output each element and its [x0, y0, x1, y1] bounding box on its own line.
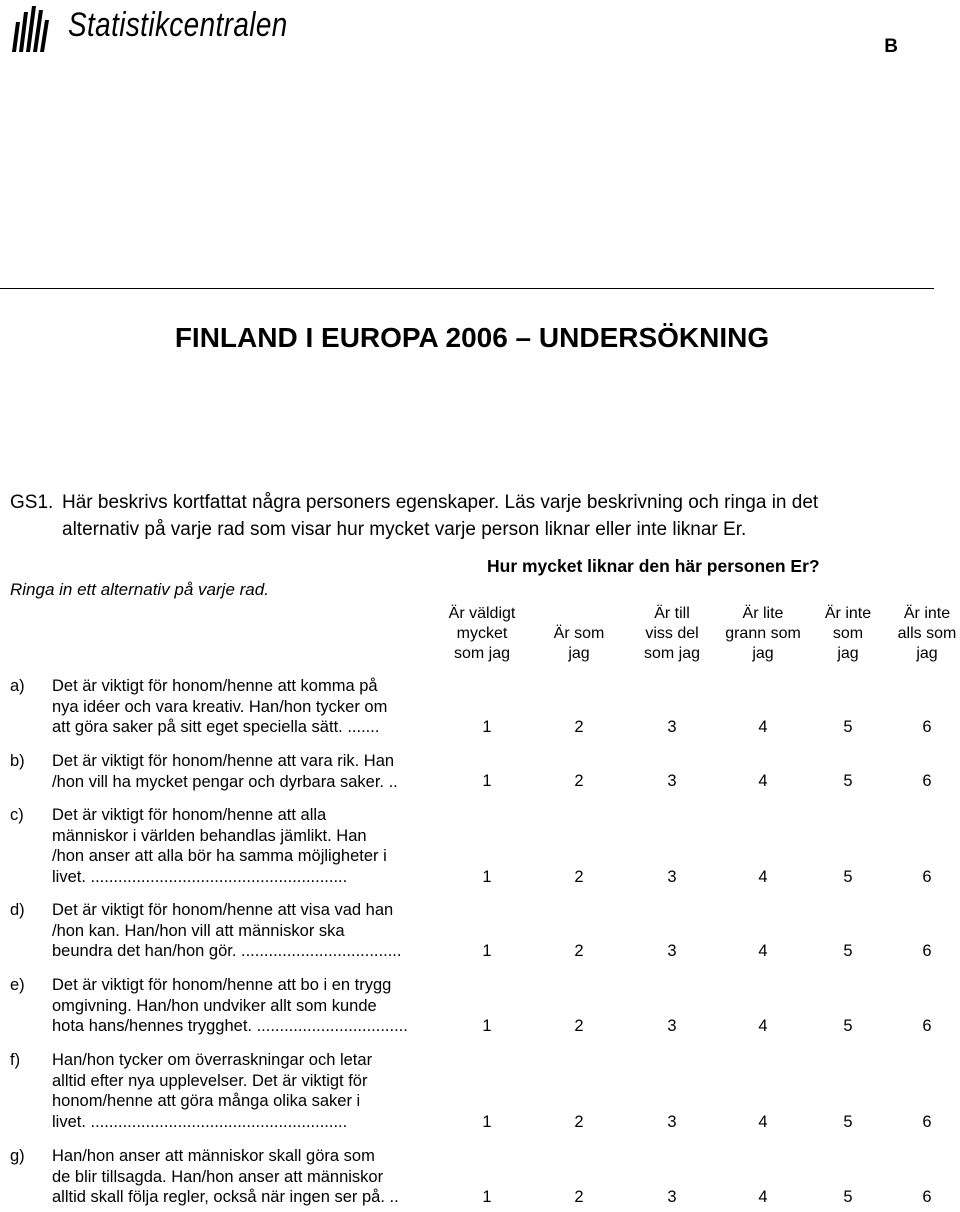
column-header-line: grann som [725, 625, 801, 642]
item-statement-line: att göra saker på sitt eget speciella sätt. ....... [52, 718, 380, 736]
answer-option-6[interactable]: 6 [922, 772, 932, 790]
answer-option-4[interactable]: 4 [758, 772, 768, 790]
column-header-line: Är lite [742, 605, 784, 622]
item-statement [52, 1146, 452, 1208]
item-statement [52, 900, 452, 962]
column-header-3 [622, 604, 722, 664]
column-header-line: jag [837, 645, 859, 662]
column-header-line: Är som [553, 625, 605, 642]
column-header-line: alls som [897, 625, 957, 642]
answer-option-5[interactable]: 5 [843, 1188, 853, 1206]
item-letter: c) [10, 806, 24, 824]
item-statement-line: människor i världen behandlas jämlikt. Han [52, 826, 367, 845]
column-header-line: jag [752, 645, 774, 662]
item-statement-line: /hon anser att alla bör ha samma möjligheter i [52, 847, 387, 865]
survey-title: FINLAND I EUROPA 2006 – UNDERSÖKNING [174, 322, 770, 353]
item-statement-line: livet. ........................................................ [52, 867, 348, 886]
item-statement-line: /hon vill ha mycket pengar och dyrbara saker. .. [52, 772, 398, 791]
answer-option-1[interactable]: 1 [482, 1188, 492, 1206]
answer-option-2[interactable]: 2 [574, 942, 584, 960]
answer-option-6[interactable]: 6 [922, 942, 932, 960]
answer-option-4[interactable]: 4 [758, 868, 768, 886]
answer-option-2[interactable]: 2 [574, 772, 584, 790]
answer-option-4[interactable]: 4 [758, 1188, 768, 1206]
scale-heading: Hur mycket liknar den här personen Er? [487, 556, 820, 576]
answer-option-1[interactable]: 1 [482, 1017, 492, 1035]
answer-option-4[interactable]: 4 [758, 1113, 768, 1131]
column-header-line: som jag [453, 645, 511, 662]
item-statement-line: Det är viktigt för honom/henne att komma på [52, 677, 378, 695]
item-letter: d) [10, 901, 25, 919]
answer-option-4[interactable]: 4 [758, 718, 768, 736]
item-statement-line: honom/henne att göra många olika saker i [52, 1092, 361, 1110]
horizontal-divider [0, 288, 934, 289]
item-statement-line: /hon kan. Han/hon vill att människor ska [52, 921, 345, 940]
answer-instruction: Ringa in ett alternativ på varje rad. [10, 580, 269, 599]
answer-option-3[interactable]: 3 [667, 942, 677, 960]
item-statement-line: Det är viktigt för honom/henne att alla [52, 806, 327, 824]
answer-option-6[interactable]: 6 [922, 1017, 932, 1035]
item-letter: e) [10, 976, 25, 994]
form-version-letter: B [884, 36, 898, 57]
answer-option-6[interactable]: 6 [922, 718, 932, 736]
answer-option-5[interactable]: 5 [843, 718, 853, 736]
answer-option-2[interactable]: 2 [574, 1113, 584, 1131]
item-statement [52, 805, 452, 887]
item-letter: f) [10, 1051, 21, 1069]
logo-wordmark: Statistikcentralen [68, 6, 288, 44]
answer-option-3[interactable]: 3 [667, 772, 677, 790]
column-header-line: Är väldigt [448, 605, 516, 622]
answer-option-2[interactable]: 2 [574, 1188, 584, 1206]
answer-option-1[interactable]: 1 [482, 1113, 492, 1131]
item-letter: g) [10, 1147, 25, 1165]
statistics-finland-logo [10, 2, 300, 52]
answer-option-3[interactable]: 3 [667, 868, 677, 886]
item-statement-line: Det är viktigt för honom/henne att vara rik. Han [52, 752, 395, 770]
item-statement [52, 676, 452, 738]
column-header-line: som jag [643, 645, 701, 662]
question-text-line: Här beskrivs kortfattat några personers egenskaper. Läs varje beskrivning och ringa in det [62, 492, 819, 513]
answer-option-6[interactable]: 6 [922, 1188, 932, 1206]
answer-option-2[interactable]: 2 [574, 718, 584, 736]
answer-option-5[interactable]: 5 [843, 942, 853, 960]
item-statement-line: livet. ........................................................ [52, 1112, 348, 1131]
question-number: GS1. [10, 492, 54, 513]
item-statement [52, 751, 452, 792]
answer-option-1[interactable]: 1 [482, 942, 492, 960]
item-statement-line: beundra det han/hon gör. ................................... [52, 942, 402, 960]
column-header-line: jag [568, 645, 590, 662]
column-header-2 [529, 604, 629, 664]
item-letter: b) [10, 752, 25, 770]
column-header-line: Är inte [903, 605, 951, 622]
answer-option-1[interactable]: 1 [482, 772, 492, 790]
answer-option-1[interactable]: 1 [482, 868, 492, 886]
answer-option-5[interactable]: 5 [843, 772, 853, 790]
answer-option-3[interactable]: 3 [667, 1017, 677, 1035]
answer-option-4[interactable]: 4 [758, 942, 768, 960]
answer-option-3[interactable]: 3 [667, 718, 677, 736]
answer-option-3[interactable]: 3 [667, 1113, 677, 1131]
column-header-1 [432, 604, 532, 664]
column-header-line: Är till [654, 605, 690, 622]
column-header-6 [877, 604, 960, 664]
answer-option-6[interactable]: 6 [922, 868, 932, 886]
answer-option-5[interactable]: 5 [843, 1113, 853, 1131]
answer-option-2[interactable]: 2 [574, 1017, 584, 1035]
question-text-line: alternativ på varje rad som visar hur mycket varje person liknar eller inte liknar Er. [62, 519, 747, 540]
answer-option-3[interactable]: 3 [667, 1188, 677, 1206]
item-statement-line: Han/hon tycker om överraskningar och letar [52, 1051, 373, 1069]
item-statement-line: alltid efter nya upplevelser. Det är viktigt för [52, 1071, 368, 1090]
item-statement-line: omgivning. Han/hon undviker allt som kunde [52, 996, 377, 1015]
answer-option-5[interactable]: 5 [843, 868, 853, 886]
column-header-line: som [832, 625, 864, 642]
question-text [62, 489, 942, 543]
item-statement-line: hota hans/hennes trygghet. ................................. [52, 1017, 408, 1035]
column-header-line: jag [916, 645, 938, 662]
item-statement-line: Det är viktigt för honom/henne att visa vad han [52, 901, 394, 919]
item-statement-line: de blir tillsagda. Han/hon anser att människor [52, 1167, 384, 1186]
item-statement-line: nya idéer och vara kreativ. Han/hon tycker om [52, 697, 388, 716]
answer-option-4[interactable]: 4 [758, 1017, 768, 1035]
item-statement-line: Han/hon anser att människor skall göra som [52, 1147, 375, 1165]
answer-option-5[interactable]: 5 [843, 1017, 853, 1035]
item-statement [52, 1050, 452, 1132]
column-header-line: viss del [645, 625, 699, 642]
item-statement-line: alltid skall följa regler, också när ingen ser på. .. [52, 1188, 399, 1206]
column-header-line [529, 604, 629, 624]
item-letter: a) [10, 677, 25, 695]
answer-option-6[interactable]: 6 [922, 1113, 932, 1131]
column-header-line: mycket [456, 625, 508, 642]
item-statement-line: Det är viktigt för honom/henne att bo i en trygg [52, 976, 392, 994]
answer-option-2[interactable]: 2 [574, 868, 584, 886]
column-header-line: Är inte [824, 605, 872, 622]
answer-option-1[interactable]: 1 [482, 718, 492, 736]
item-statement [52, 975, 452, 1037]
logo-stripes-icon [10, 4, 54, 54]
